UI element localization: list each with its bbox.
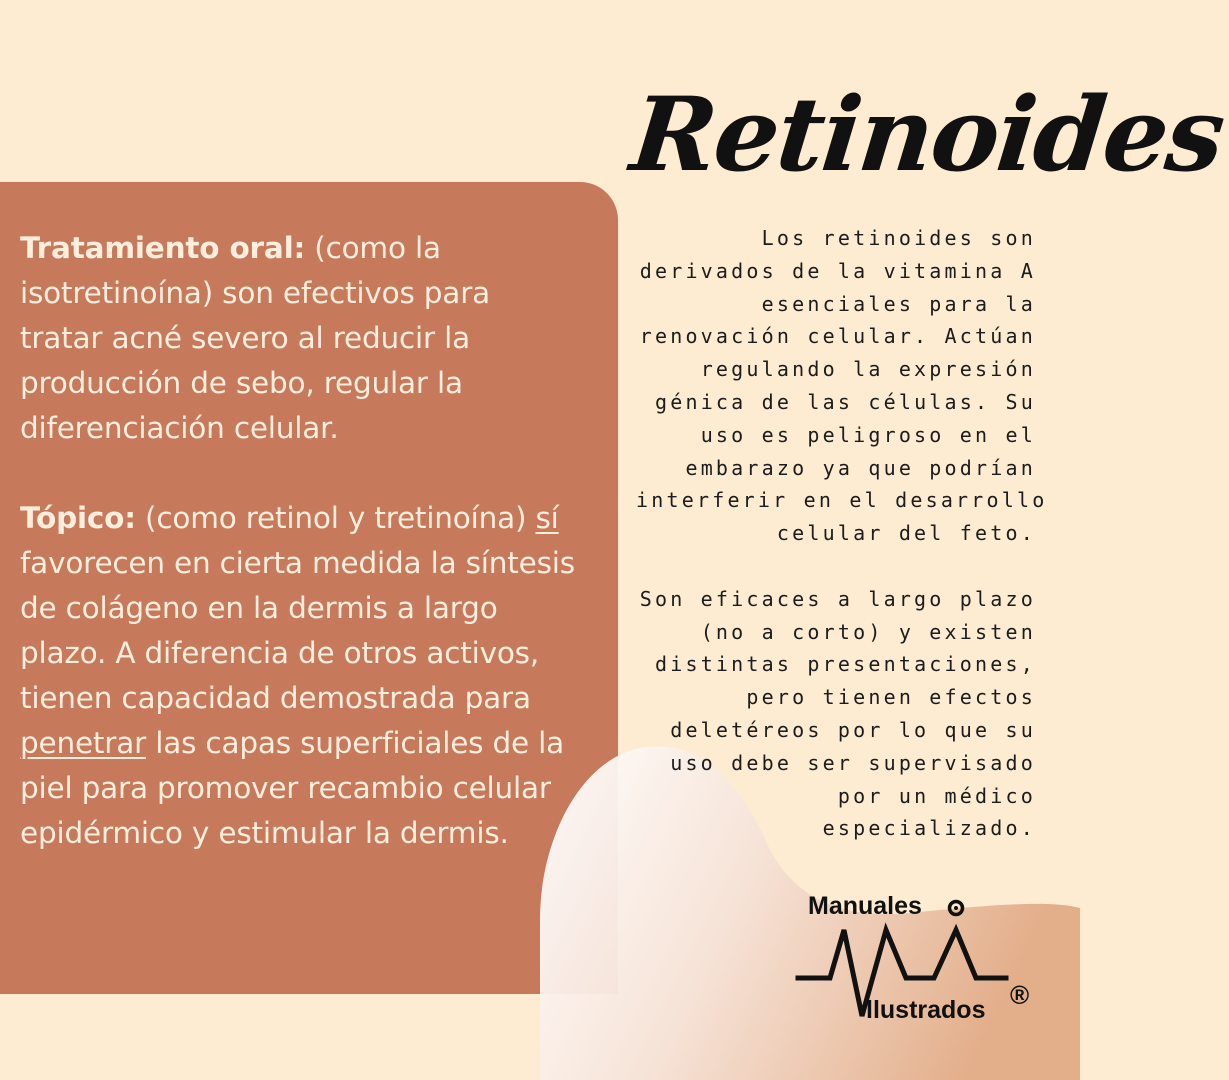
description-line: Los retinoides son bbox=[761, 226, 1036, 250]
description-line: deletéreos por lo que su bbox=[670, 717, 1036, 742]
description-line: esenciales para la bbox=[761, 291, 1036, 316]
description-line: interferir en el desarrollo bbox=[636, 488, 1048, 513]
topical-underlined-si: sí bbox=[535, 501, 559, 535]
description-line: celular del feto. bbox=[776, 521, 1036, 546]
description-line: uso es peligroso en el bbox=[700, 422, 1036, 447]
description-line: pero tienen efectos bbox=[746, 685, 1036, 710]
description-line: génica de las células. Su bbox=[654, 389, 1036, 414]
logo-top-word: Manuales bbox=[808, 892, 922, 920]
oral-text: (como la isotretinoína) son efectivos para tratar acné severo al reducir la producción de sebo, regular la diferenciación celular. bbox=[20, 231, 490, 445]
description-paragraph-1 bbox=[636, 222, 1048, 550]
topical-underlined-penetrar: penetrar bbox=[20, 726, 147, 760]
oral-treatment-paragraph bbox=[20, 226, 580, 451]
description-line: regulando la expresión bbox=[700, 357, 1036, 382]
description-line: por un médico bbox=[837, 783, 1036, 808]
description-line: distintas presentaciones, bbox=[654, 652, 1036, 677]
description-line: derivados de la vitamina A bbox=[639, 258, 1036, 283]
right-description bbox=[636, 222, 1048, 845]
description-line: especializado. bbox=[822, 816, 1036, 841]
topical-label: Tópico: bbox=[20, 501, 136, 535]
oral-label: Tratamiento oral: bbox=[20, 231, 306, 265]
topical-text-3: las capas superficiales de la piel para promover recambio celular epidérmico y estimular la dermis. bbox=[20, 726, 565, 850]
topical-text-2: favorecen en cierta medida la síntesis de colágeno en la dermis a largo plazo. A diferencia de otros activos, tienen capacidad demostrada para bbox=[20, 546, 575, 715]
description-line: Son eficaces a largo plazo bbox=[639, 586, 1036, 611]
logo-bottom-word: llustrados bbox=[866, 996, 986, 1024]
topical-paragraph bbox=[20, 496, 580, 856]
description-line: uso debe ser supervisado bbox=[670, 750, 1036, 775]
description-line: (no a corto) y existen bbox=[700, 619, 1036, 644]
description-paragraph-2 bbox=[636, 583, 1036, 845]
page-title: Retinoides bbox=[625, 75, 1229, 195]
left-panel-text bbox=[20, 226, 580, 856]
registered-mark: ® bbox=[1010, 980, 1030, 1010]
description-line: embarazo ya que podrían bbox=[685, 455, 1036, 480]
description-line: renovación celular. Actúan bbox=[639, 324, 1036, 349]
brand-logo bbox=[790, 888, 1050, 1028]
topical-text-1: (como retinol y tretinoína) bbox=[135, 501, 536, 535]
